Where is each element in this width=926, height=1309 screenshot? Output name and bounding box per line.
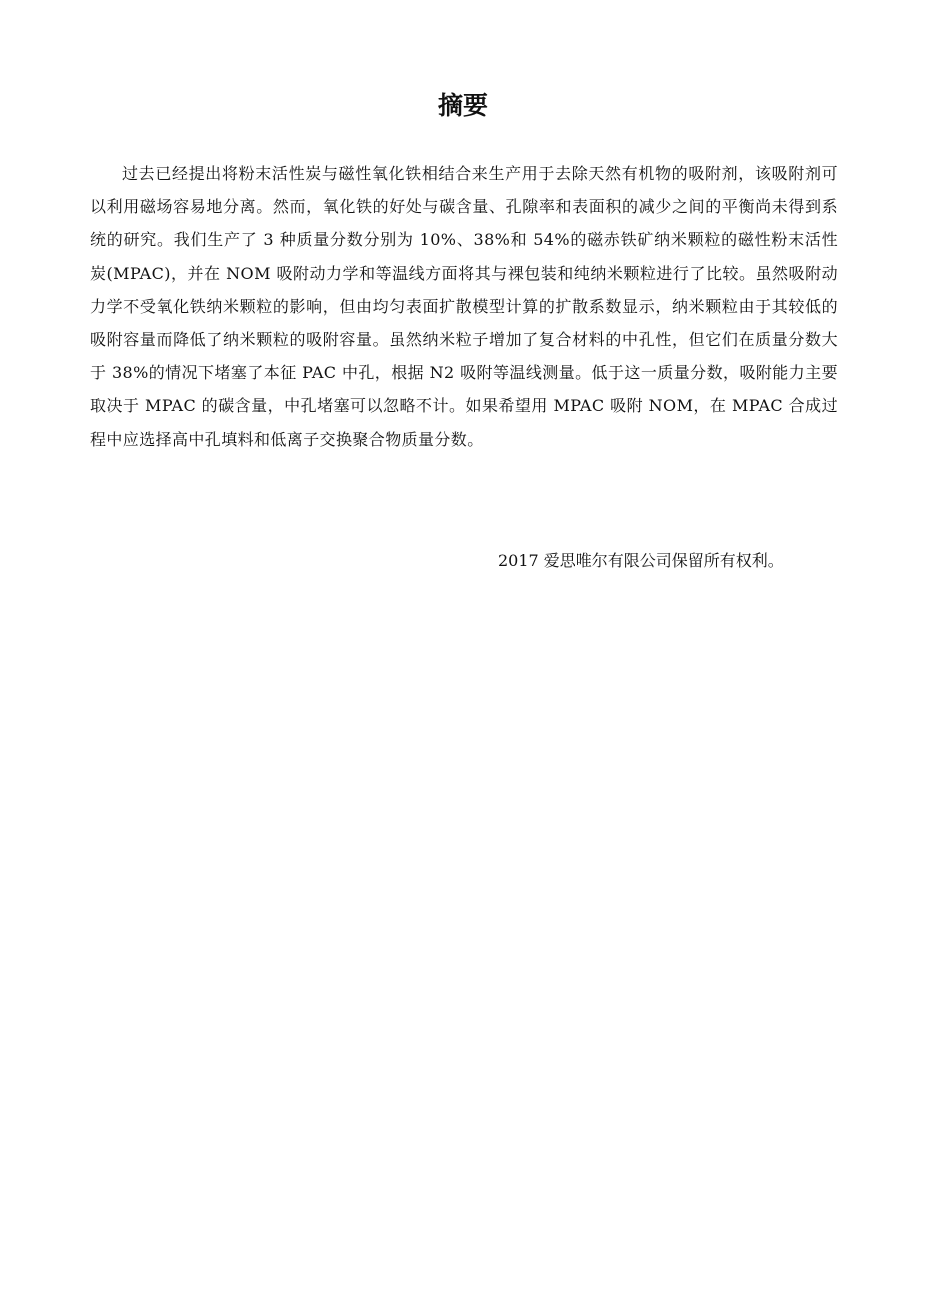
copyright-notice: 2017 爱思唯尔有限公司保留所有权利。 (498, 551, 784, 570)
abstract-title: 摘要 (437, 91, 488, 120)
abstract-body: 过去已经提出将粉末活性炭与磁性氧化铁相结合来生产用于去除天然有机物的吸附剂，该吸附剂可以利用磁场容易地分离。然而，氧化铁的好处与碳含量、孔隙率和表面积的减少之间的平衡尚未得到系统的研究。我们生产了 3 种质量分数分别为 10%、38%和 54%的磁赤铁矿纳米颗粒的磁性粉末活性炭(MPAC)，并在 NOM 吸附动力学和等温线方面将其与裸包装和纯纳米颗粒进行了比较。虽然吸附动力学不受氧化铁纳米颗粒的影响，但由均匀表面扩散模型计算的扩散系数显示，纳米颗粒由于其较低的吸附容量而降低了纳米颗粒的吸附容量。虽然纳米粒子增加了复合材料的中孔性，但它们在质量分数大于 38%的情况下堵塞了本征 PAC 中孔，根据 N2 吸附等温线测量。低于这一质量分数，吸附能力主要取决于 MPAC 的碳含量，中孔堵塞可以忽略不计。如果希望用 MPAC 吸附 NOM，在 MPAC 合成过程中应选择高中孔填料和低离子交换聚合物质量分数。 (90, 164, 838, 449)
